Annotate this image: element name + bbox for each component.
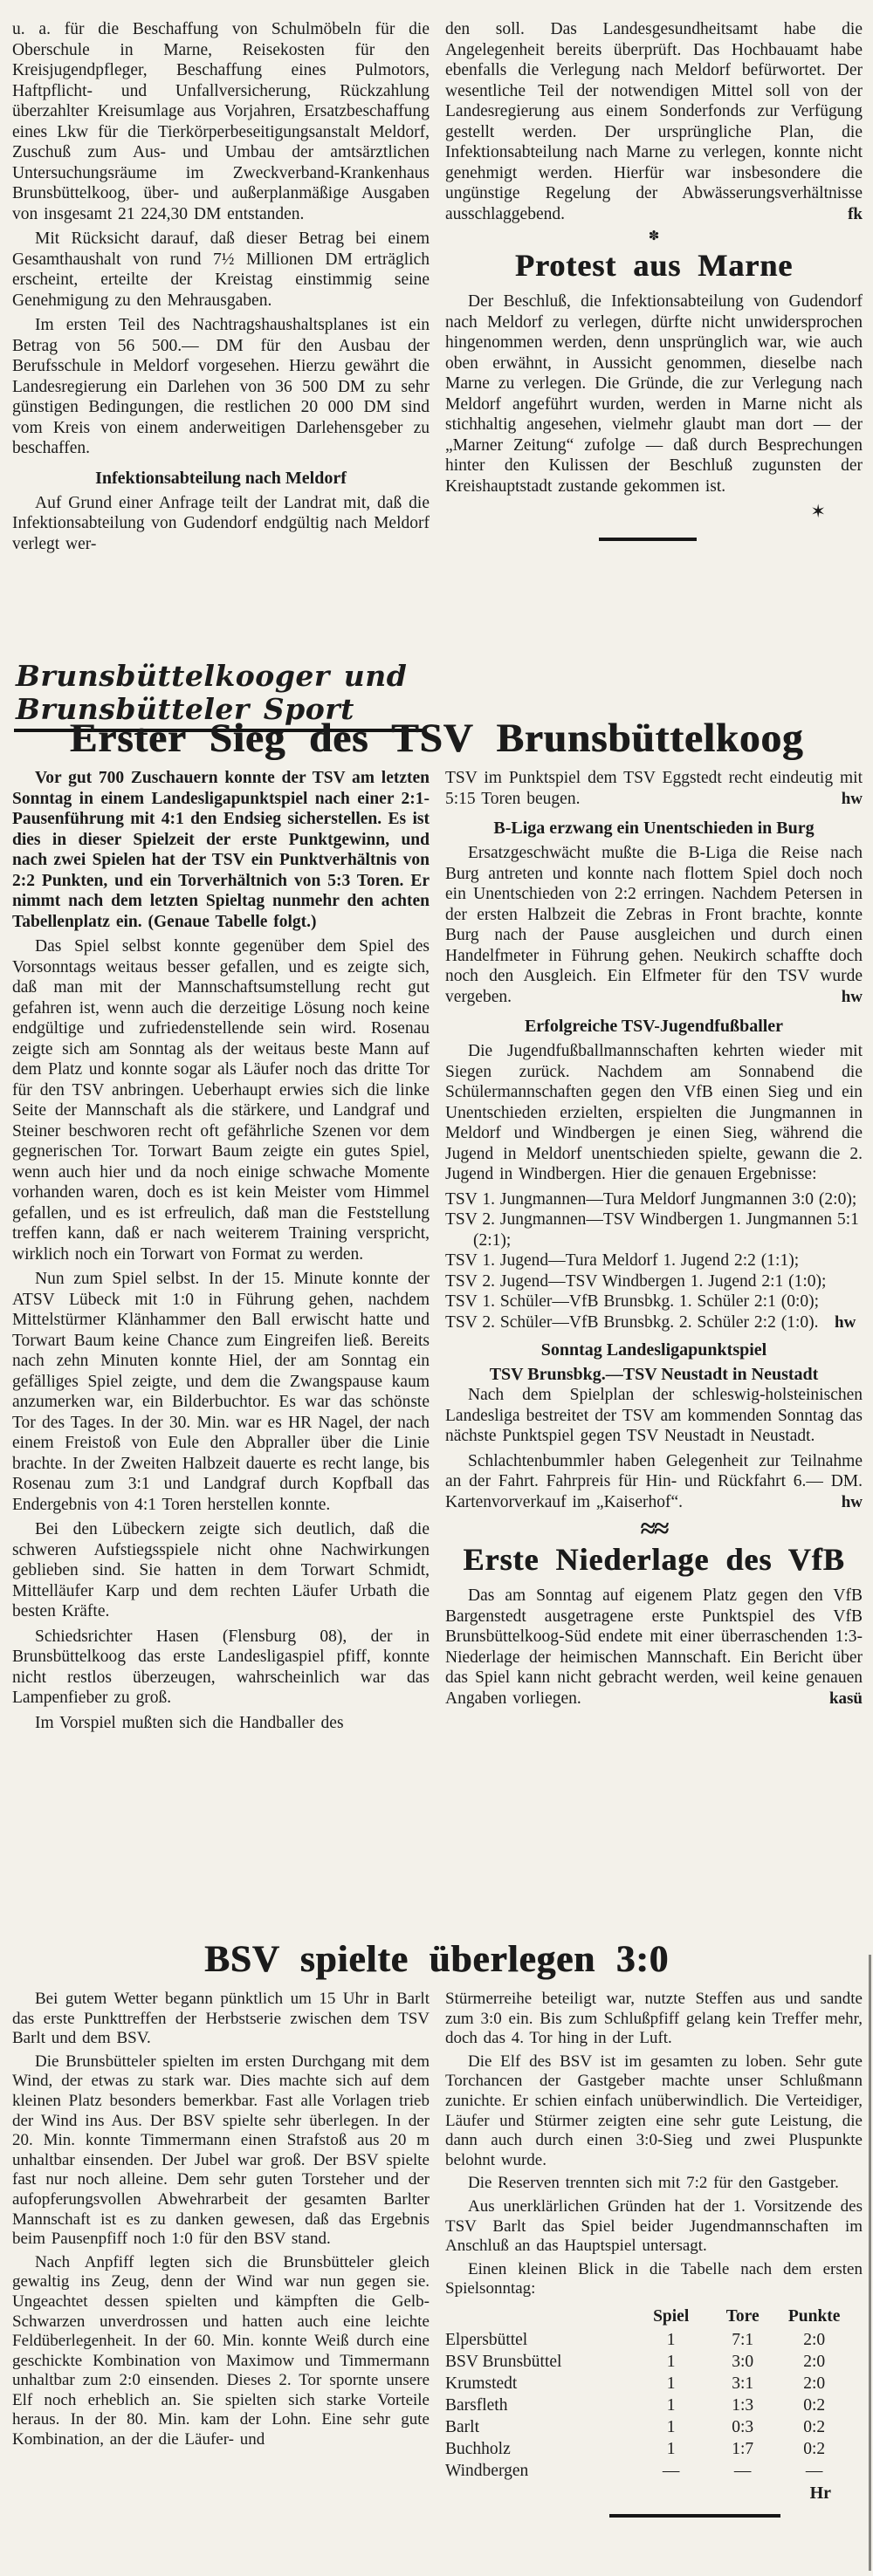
result-text: TSV 2. Jungmannen—TSV Windbergen 1. Jungmannen 5:1 (2:1); xyxy=(445,1210,859,1250)
games-value: 1 xyxy=(666,2352,676,2371)
table-row xyxy=(445,2460,850,2482)
paragraph-text: Die Elf des BSV ist im gesamten zu loben. Sehr gute Torchancen der Gastgeber machte unser Schlußmann zunichte. Er schien einfach unüberwindlich. Die Verteidiger, Läufer und Stürmer zeigten eine sehr gute Leistung, die dann auch durch einen 3:0-Sieg und zwei Pluspunkte belohnt wurde. xyxy=(445,2052,863,2169)
article1-body xyxy=(0,768,873,1929)
paragraph xyxy=(445,1385,863,1447)
result-item xyxy=(445,1250,863,1271)
paragraph-text: den soll. Das Landesgesundheitsamt habe die Angelegenheit bereits überprüft. Das Hochbauamt habe ebenfalls die Verlegung nach Meldorf befürwortet. Der wesentliche Teil der notwendigen Mittel soll von der Landesregierung aus einem Sonderfonds zur Verfügung gestellt werden. Der ursprüngliche Plan, die Infektionsabteilung nach Marne zu verlegen, konnte nicht genehmigt werden. Hierfür war insbesondere die ungünstige Regelung der Abwässerungsverhältnisse ausschlaggebend. xyxy=(445,20,863,223)
author-initials: hw xyxy=(835,1312,856,1332)
headline-bsv-ueberlegen: BSV spielte überlegen 3:0 xyxy=(203,1939,669,1980)
paragraph xyxy=(445,2052,863,2171)
points-value: 0:2 xyxy=(803,2417,826,2436)
paragraph-text: Schlachtenbummler haben Gelegenheit zur Teilnahme an der Fahrt. Fahrpreis für Hin- und Rückfahrt 6.— DM. Kartenvorverkauf im „Kaiserhof“. xyxy=(445,1451,863,1511)
paragraph xyxy=(12,315,430,459)
paragraph-text: Die Reserven trennten sich mit 7:2 für den Gastgeber. xyxy=(468,2174,839,2193)
paragraph xyxy=(12,493,430,555)
result-text: TSV 2. Jugend—TSV Windbergen 1. Jugend 2:1 (1:0); xyxy=(445,1271,827,1291)
paragraph xyxy=(445,2174,863,2194)
paragraph-text: Nach dem Spielplan der schleswig-holsteinischen Landesliga bestreitet der TSV am kommenden Sonntag das nächste Punktspiel gegen TSV Neustadt in Neustadt. xyxy=(445,1386,863,1445)
table-header-punkte: Punkte xyxy=(787,2306,841,2326)
club-name: Elpersbüttel xyxy=(445,2330,528,2349)
games-value: 1 xyxy=(666,2374,676,2393)
paragraph-text: Bei den Lübeckern zeigte sich deutlich, daß die schweren Aufstiegsspiele nicht ohne Nachwirkungen geblieben sind. Sie hatten in dem Torwart Schmidt, Mittelläufer Karp und dem rechten Läufer Urbath die besten Kräfte. xyxy=(12,1520,430,1620)
divider-rule xyxy=(599,538,697,541)
headline-erste-niederlage: Erste Niederlage des VfB xyxy=(463,1542,845,1577)
subhead-jugendfussballer: Erfolgreiche TSV-Jugendfußballer xyxy=(524,1017,784,1036)
paragraph xyxy=(12,1627,430,1709)
subhead-sonntag-punktspiel: Sonntag Landesligapunktspiel xyxy=(540,1340,767,1360)
paragraph xyxy=(12,1990,430,2049)
article1-right-column xyxy=(445,768,863,1929)
table-header-row xyxy=(445,2306,850,2329)
sport-section-band xyxy=(14,659,873,726)
paragraph xyxy=(445,1586,863,1709)
paragraph-text: Im ersten Teil des Nachtragshaushaltsplanes ist ein Betrag von 56 500.— DM für den Ausbau der Berufsschule in Meldorf vorgesehen. Hierzu gewährt die Landesregierung ein Darlehen von 36 500 DM zu sehr günstigen Bedingungen, die restlichen 20 000 DM sind vom Kreis von einem anderweitigen Darlehensgeber zu beschaffen. xyxy=(12,316,430,457)
author-initials: hw xyxy=(841,987,863,1006)
subhead-infektionsabteilung: Infektionsabteilung nach Meldorf xyxy=(95,468,347,488)
goals-value: 3:0 xyxy=(732,2352,754,2371)
paragraph-text: Vor gut 700 Zuschauern konnte der TSV am letzten Sonntag in einem Landesligapunktspiel nach einer 2:1-Pausenführung mit 4:1 den Endsieg sicherstellen. Es ist dies in dieser Spielzeit der erste Punktgewinn, und nach zwei Spielen hat der TSV ein Punktverhältnis von 2:2 Punkten, und ein Torverhältnich von 5:3 Toren. Er nimmt nach dem letzten Spieltag nunmehr den achten Tabellenplatz ein. (Genaue Tabelle folgt.) xyxy=(12,769,430,931)
league-table xyxy=(445,2306,850,2482)
paragraph xyxy=(12,1269,430,1515)
author-initials: Hr xyxy=(809,2483,831,2503)
result-text: TSV 2. Schüler—VfB Brunsbkg. 2. Schüler 2:2 (1:0). xyxy=(445,1312,819,1332)
paragraph xyxy=(445,291,863,497)
club-name: Barlt xyxy=(445,2417,479,2436)
table-row xyxy=(445,2394,850,2416)
paragraph-text: u. a. für die Beschaffung von Schulmöbeln für die Oberschule in Marne, Reisekosten für den Kreisjugendpfleger, Beschaffung eines Pulmotors, Haftpflicht- und Unfallversicherung, Rückzahlung überzahlter Kreisumlage aus Vorjahren, Ersatzbeschaffung eines Lkw für die Tierkörperbeseitigungsanstalt Meldorf, Zuschuß zum Aus- und Umbau der amtsärztlichen Untersuchungsräume im Zweckverband-Krankenhaus Brunsbüttelkoog, über- und außerplanmäßige Ausgaben von insgesamt 21 224,30 DM entstanden. xyxy=(12,20,430,223)
club-name: Krumstedt xyxy=(445,2374,518,2393)
goals-value: 0:3 xyxy=(732,2417,754,2436)
paragraph-text: Die Jugendfußballmannschaften kehrten wieder mit Siegen zurück. Nachdem am Sonnabend die Schülermannschaften gegen den VfB einen Sieg und ein Unentschieden erzielten, erspielten die Jungmannen in Meldorf und Windbergen je einen Sieg, während die Jugend in Meldorf unentschieden spielte, gewann die 2. Jugend in Windbergen. Hier die genauen Ergebnisse: xyxy=(445,1042,863,1183)
author-initials: hw xyxy=(841,1492,863,1511)
paragraph-text: Das am Sonntag auf eigenem Platz gegen den VfB Bargenstedt ausgetragene erste Punktspiel des VfB Brunsbüttelkoog-Süd endete mit einer überraschenden 1:3-Niederlage der heimischen Mannschaft. Ein Bericht über das Spiel kann nicht gebracht werden, weil keine genauen Angaben vorliegen. xyxy=(445,1586,863,1708)
paragraph xyxy=(12,2253,430,2450)
paragraph-text: Im Vorspiel mußten sich die Handballer des xyxy=(35,1713,344,1732)
headline-protest-aus-marne: Protest aus Marne xyxy=(514,248,794,283)
paragraph-text: Schiedsrichter Hasen (Flensburg 08), der in Brunsbüttelkoog das erste Landesligaspiel pfiff, konnte nicht restlos überzeugen, wahrscheinlich war das Lampenfieber zu groß. xyxy=(12,1627,430,1707)
paragraph xyxy=(445,2197,863,2257)
result-text: TSV 1. Jugend—Tura Meldorf 1. Jugend 2:2 (1:1); xyxy=(445,1251,800,1270)
paragraph xyxy=(445,843,863,1007)
club-name: Barsfleth xyxy=(445,2395,508,2415)
paragraph xyxy=(445,19,863,224)
points-value: — xyxy=(805,2461,823,2480)
article1-left-column xyxy=(12,768,430,1929)
games-value: 1 xyxy=(666,2439,676,2458)
paragraph xyxy=(12,936,430,1264)
article2-left-column xyxy=(12,1990,430,2576)
points-value: 2:0 xyxy=(803,2352,826,2371)
table-header-spiel: Spiel xyxy=(653,2306,690,2326)
bottom-divider-rule xyxy=(609,2514,780,2518)
top-left-column xyxy=(12,19,430,653)
lead-paragraph xyxy=(12,768,430,932)
goals-value: 1:7 xyxy=(732,2439,754,2458)
paragraph xyxy=(12,19,430,224)
author-initials: hw xyxy=(841,789,863,808)
table-header-empty xyxy=(445,2306,636,2329)
star-ornament: ✶ xyxy=(810,501,826,522)
paragraph xyxy=(445,1451,863,1513)
paragraph-text: Bei gutem Wetter begann pünktlich um 15 Uhr in Barlt das erste Punkttreffen der Herbstserie zwischen dem TSV Barlt und dem BSV. xyxy=(12,1990,430,2048)
paragraph-text: Nach Anpfiff legten sich die Brunsbütteler gleich gewaltig ins Zeug, denn der Wind war nun gegen sie. Ungeachtet dessen spielten und kämpften die Gelb-Schwarzen unverdrossen und hatten auch eine leichte Feldüberlegenheit. In der 60. Min. konnte Weiß durch eine geschickte Kombination von Maximow und Timmermann unhaltbar zum 2:0 einsenden. Dieses 2. Tor spornte unsere Elf noch erheblich an. Sie spielten sich starke Vorteile heraus. In der 80. Min. kam der Lohn. Eine sehr gute Kombination, an der die Läufer- und xyxy=(12,2252,430,2449)
paragraph-text: Das Spiel selbst konnte gegenüber dem Spiel des Vorsonntags weitaus besser gefallen, und es zeigte sich, daß man mit der Mannschaftsumstellung recht gut gefahren ist, wenn auch die derzeitige Lösung noch keine endgültige und zufriedenstellende sein wird. Rosenau zeigte sich am Sonntag als der weitaus beste Mann auf dem Platz und konnte sogar als Läufer noch das dritte Tor für den TSV anbringen. Ueberhaupt erwies sich die linke Seite der Mannschaft als die stärkere, und Landgraf und Steiner beschworen recht oft gefährliche Szenen vor dem gegnerischen Tor. Torwart Baum zeigte ein gutes Spiel, wenn auch hier und da noch einige schwache Momente vorhanden waren, doch es ist kein Meister vom Himmel gefallen, und es ist erfreulich, daß man die Feststellung treffen kann, daß er nach weiterem Training verspricht, wirklich noch ein Torwart von Format zu werden. xyxy=(12,937,430,1264)
subhead-b-liga: B-Liga erzwang ein Unentschieden in Burg xyxy=(493,819,815,838)
paragraph xyxy=(445,1041,863,1185)
paragraph xyxy=(12,2052,430,2250)
paragraph xyxy=(12,1713,430,1734)
paragraph-text: TSV im Punktspiel dem TSV Eggstedt recht eindeutig mit 5:15 Toren beugen. xyxy=(445,769,863,808)
paragraph-text: Der Beschluß, die Infektionsabteilung von Gudendorf nach Meldorf zu verlegen, dürfte nicht unwidersprochen hingenommen werden, denn unsprünglich war, wie auch oben erwähnt, in Aussicht genommen, dieselbe nach Marne zu verlegen. Die Gründe, die zur Verlegung nach Meldorf angeführt wurden, werden in Marne nicht als stichhaltig angesehen, vielmehr glaubt man dort — der „Marner Zeitung“ zufolge — daß durch Besprechungen hinter den Kulissen der Beschluß zugunsten der Kreishauptstadt zustande gekommen ist. xyxy=(445,292,863,496)
games-value: 1 xyxy=(666,2330,676,2349)
result-text: TSV 1. Jungmannen—Tura Meldorf Jungmannen 3:0 (2:0); xyxy=(445,1189,857,1209)
headline-erster-sieg: Erster Sieg des TSV Brunsbüttelkoog xyxy=(69,716,804,761)
wavy-divider: ≈≈ xyxy=(640,1512,668,1544)
paragraph-text: Mit Rücksicht darauf, daß dieser Betrag bei einem Gesamthaushalt von rund 7½ Millionen DM erträglich erscheint, erteilte der Kreistag einstimmig seine Genehmigung zu den Mehrausgaben. xyxy=(12,230,430,310)
points-value: 0:2 xyxy=(803,2439,826,2458)
games-value: — xyxy=(662,2461,680,2480)
table-row xyxy=(445,2351,850,2373)
result-item xyxy=(445,1209,863,1250)
goals-value: 1:3 xyxy=(732,2395,754,2415)
points-value: 0:2 xyxy=(803,2395,826,2415)
paragraph-text: Nun zum Spiel selbst. In der 15. Minute konnte der ATSV Lübeck mit 1:0 in Führung gehen, nachdem Mittelstürmer Klänhammer den Ball erwischt hatte und Torwart Baum keine Chance zum Eingreifen ließ. Bereits nach zehn Minuten konnte Hiel, der am Sonntag ein gefälliges Spiel zeigte, und dem die Zwangspause kaum anzumerken war, ein Bilderbuchtor. Es war das schönste Tor des Tages. In der 30. Min. war es HR Nagel, der nach einem Freistoß von Eule den Abpraller über die Linie brachte. In der Zweiten Halbzeit dauerte es recht lange, bis Rosenau zum 3:1 und Landgraf durch Kopfball das Endergebnis von 4:1 Toren herstellen konnte. xyxy=(12,1270,430,1514)
games-value: 1 xyxy=(666,2395,676,2415)
table-row xyxy=(445,2438,850,2460)
goals-value: 3:1 xyxy=(732,2374,754,2393)
points-value: 2:0 xyxy=(803,2374,826,2393)
author-initials: kasü xyxy=(828,1689,863,1708)
games-value: 1 xyxy=(666,2417,676,2436)
result-item xyxy=(445,1291,863,1312)
asterisk-ornament: ✽ xyxy=(648,230,660,243)
result-item xyxy=(445,1189,863,1210)
goals-value: — xyxy=(733,2461,752,2480)
paragraph xyxy=(445,2260,863,2299)
club-name: Buchholz xyxy=(445,2439,511,2458)
paragraph-text: Aus unerklärlichen Gründen hat der 1. Vorsitzende des TSV Barlt das Spiel beider Jugendmannschaften im Anschluß an das Hauptspiel untersagt. xyxy=(445,2196,863,2256)
result-item xyxy=(445,1312,863,1333)
result-item xyxy=(445,1271,863,1292)
article2-right-column xyxy=(445,1990,863,2576)
result-text: TSV 1. Schüler—VfB Brunsbkg. 1. Schüler 2:1 (0:0); xyxy=(445,1292,820,1311)
results-list xyxy=(445,1189,863,1333)
table-row xyxy=(445,2329,850,2351)
paragraph xyxy=(12,229,430,311)
author-initials: fk xyxy=(848,204,863,223)
paragraph-text: Stürmerreihe beteiligt war, nutzte Steffen aus und sandte zum 3:0 ein. Bis zum Schlußpfiff gelang kein Treffer mehr, doch das 4. Tor hing in der Luft. xyxy=(445,1990,863,2048)
paragraph xyxy=(12,1519,430,1622)
club-name: BSV Brunsbüttel xyxy=(445,2352,562,2371)
article2-body xyxy=(0,1990,873,2576)
top-news-section xyxy=(0,0,873,653)
table-header-tore: Tore xyxy=(725,2306,760,2326)
table-row xyxy=(445,2373,850,2394)
paragraph xyxy=(445,768,863,809)
table-row xyxy=(445,2416,850,2438)
sport-band-title: Brunsbüttelkooger und Brunsbütteler Sport xyxy=(14,660,423,732)
paragraph xyxy=(445,1990,863,2049)
subhead-tsv-neustadt: TSV Brunsbkg.—TSV Neustadt in Neustadt xyxy=(489,1365,819,1384)
points-value: 2:0 xyxy=(803,2330,826,2349)
scan-edge-artifact xyxy=(869,1955,871,2571)
paragraph-text: Ersatzgeschwächt mußte die B-Liga die Reise nach Burg antreten und konnte nach flottem Spiel doch noch ein Unentschieden von 2:2 erringen. Nachdem Petersen in der ersten Halbzeit die Zebras in Front brachte, konnte Burg nach der Pause ausgleichen und durch einen Handelfmeter in Führung gehen. Neukirch schaffte doch noch den Ausgleich. Ein Elfmeter für den TSV wurde vergeben. xyxy=(445,844,863,1006)
club-name: Windbergen xyxy=(445,2461,529,2480)
paragraph-text: Die Brunsbütteler spielten im ersten Durchgang mit dem Wind, der etwas zu stark war. Dies machte sich auf dem kleinen Platz besonders bemerkbar. Fast alle Vorlagen trieb der Wind ins Aus. Der BSV spielte sehr überlegen. In der 20. Min. konnte Timmermann einen Strafstoß aus 20 m unhaltbar einsenden. Der Jubel war groß. Der BSV spielte fast nur noch alleine. Dem sehr guten Torsteher und der aufopferungsvollen Abwehrarbeit der gesamten Barlter Mannschaft ist es zu danken gewesen, daß das Ergebnis beim Pausenpfiff noch 1:0 für den BSV stand. xyxy=(12,2052,430,2249)
top-right-column xyxy=(445,19,863,653)
goals-value: 7:1 xyxy=(732,2330,754,2349)
paragraph-text: Einen kleinen Blick in die Tabelle nach dem ersten Spielsonntag: xyxy=(445,2259,863,2299)
paragraph-text: Auf Grund einer Anfrage teilt der Landrat mit, daß die Infektionsabteilung von Gudendorf endgültig nach Meldorf verlegt wer- xyxy=(12,493,430,553)
